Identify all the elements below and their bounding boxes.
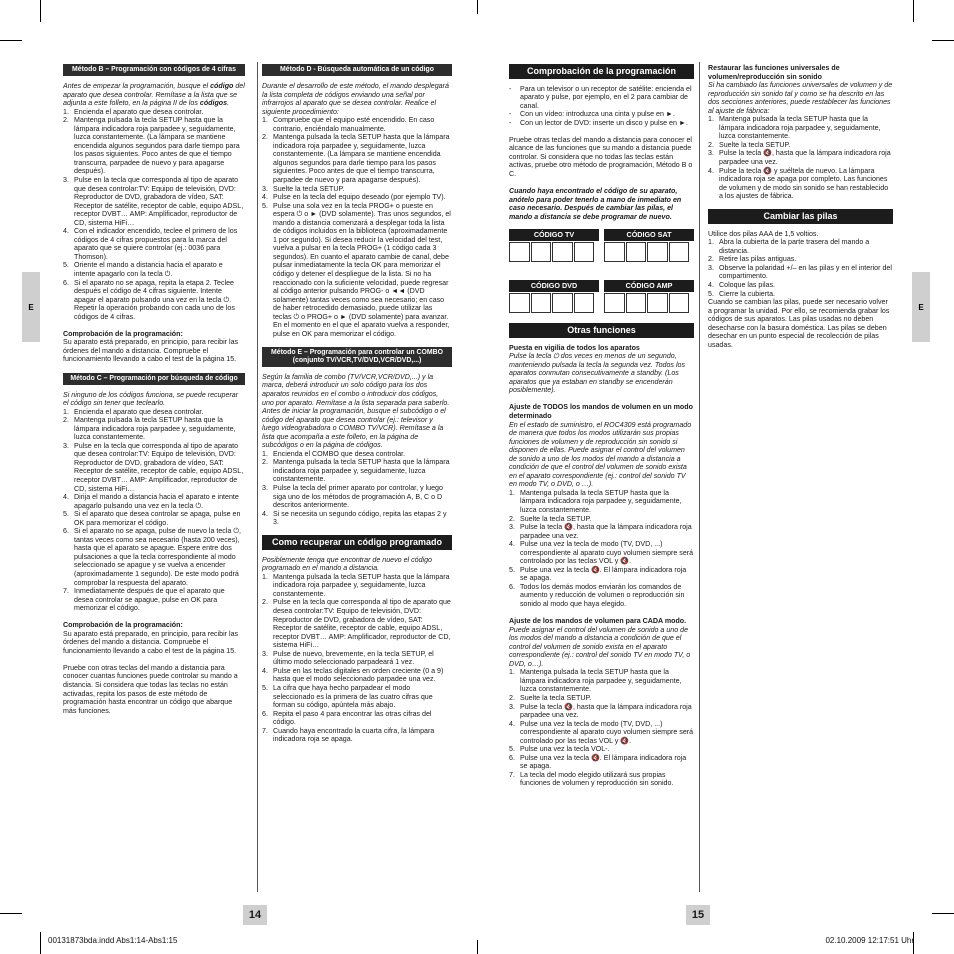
paragraph: Cuando haya encontrado el código de su aparato, anótelo para poder tenerlo a mano de inmediato en caso necesario. Después de cambiar las pilas, el mando a distancia se debe programar de nuevo. <box>509 186 682 221</box>
list-item: 6. Si el aparato no se apaga, pulse de nuevo la tecla ⏻, tantas veces como sea necesario (hasta 200 veces), hasta que el aparato se apague. Espere entre dos pulsaciones a que la tecla correspondiente al modo seleccionado se apague y se vuelva a encender (aproximadamente 1 segundo). De este modo podrá comprobar la respuesta del aparato. <box>63 527 241 587</box>
code-digit[interactable] <box>531 293 552 313</box>
list-item: 2. Mantenga pulsada la tecla SETUP hasta que la lámpara indicadora roja parpadee y, seguidamente, luzca constantemente. <box>262 458 450 484</box>
subheading: Comprobación de la programación: <box>63 621 183 630</box>
steps-list <box>509 489 694 609</box>
list-item: 4. Pulse la tecla 🔇 y suéltela de nuevo. La lámpara indicadora roja se apaga por completo. Las funciones de volumen y de modo sin sonido se han restablecido a los ajustes de fábrica. <box>708 166 889 201</box>
code-boxes <box>509 229 694 317</box>
subheading: Ajuste de los mandos de volumen para CADA modo. <box>509 617 687 626</box>
list-item: 2. Suelte la tecla SETUP. <box>708 140 791 149</box>
list-item: 3. Suelte la tecla SETUP. <box>262 184 345 193</box>
list-item: 5. Pulse una vez la tecla 🔇. El lámpara indicadora roja se apaga. <box>509 565 687 583</box>
list-item: 4. Pulse una vez la tecla de modo (TV, DVD, ...) correspondiente al aparato cuyo volumen siempre será controlado por las teclas VOL y 🔇. <box>509 719 694 745</box>
list-item: 4. Dirija el mando a distancia hacia el aparato e intente apagarlo pulsando una vez en la tecla ⏻. <box>63 493 239 510</box>
list-item: 2. Mantenga pulsada la tecla SETUP hasta que la lámpara indicadora roja parpadee y, seguidamente, luzca constantemente. <box>63 416 236 442</box>
paragraph: Si ha cambiado las funciones universales de volumen y de reproducción sin sonido tal y como se ha descrito en las dos secciones anteriores, puede restablecer las funciones al ajuste de fábrica: <box>708 81 893 115</box>
code-digit[interactable] <box>626 293 647 313</box>
list-item: 4. Con el indicador encendido, teclee el primero de los códigos de 4 cifras propuestos para la marca del aparato que se quiere controlar (ej.: 0036 para Thomson). <box>63 227 238 261</box>
paragraph: En el estado de suministro, el ROC4309 está programado de manera que todos los modos utilizarán sus propias funciones de volumen y de reproducción sin sonido si disponen de ellas. Puede asignar el control del volumen de sonido a uno de los modos del mando a distancia a condición de que el control del volumen de sonido exista en el aparato correspondiente (ej.: control del sonido TV en modo TV, o DVD, o …). <box>509 420 692 489</box>
section-heading: Método C – Programación por búsqueda de código <box>63 373 245 385</box>
subheading: Ajuste de TODOS los mandos de volumen en un modo determinado <box>509 403 693 420</box>
code-digit[interactable] <box>647 293 668 313</box>
list-item: 2. Suelte la tecla SETUP. <box>509 514 592 523</box>
list-item: 3. Pulse la tecla 🔇, hasta que la lámpara indicadora roja parpadee una vez. <box>509 523 692 540</box>
intro-text: Durante el desarrollo de este método, el mando desplegará la lista completa de códigos enviando una señal por infrarrojos al aparato que se desea controlar. Realice el siguiente procedimiento: <box>262 82 449 116</box>
list-item: 6. Pulse una vez la tecla 🔇. El lámpara indicadora roja se apaga. <box>509 753 687 771</box>
intro-text: Posiblemente tenga que encontrar de nuevo el código programado en el mando a distancia. <box>262 555 432 573</box>
list-item: 4. Pulse en las teclas digitales en orden creciente (0 a 9) hasta que el modo seleccionado parpadee una vez. <box>262 666 444 684</box>
list-item: 7. Inmediatamente después de que el aparato que desea controlar se apague, pulse en OK para memorizar el código. <box>63 587 225 613</box>
steps-list <box>708 238 893 298</box>
list-item: 4. Si se necesita un segundo código, repita las etapas 2 y 3. <box>262 509 447 527</box>
paragraph: Pruebe con otras teclas del mando a distancia para conocer cuantas funciones puede controlar su mando a distancia. Si considera que todas las teclas no están activadas, repita los pasos de este método de programación hasta encontrar un código que abarque más funciones. <box>63 663 238 715</box>
list-item: 3. Pulse la tecla del primer aparato por controlar, y luego siga uno de los métodos de programación A, B, C o D descritos anteriormente. <box>262 484 443 510</box>
crop-mark <box>40 0 41 22</box>
code-tv-box: CÓDIGO TV <box>509 229 599 262</box>
paragraph: Su aparato está preparado, en principio, para recibir las órdenes del mando a distancia. Compruebe el funcionamiento llevando a cabo el test de la página 15. <box>63 629 239 655</box>
steps-list <box>262 450 452 527</box>
page-number-right: 15 <box>686 905 710 925</box>
list-item: 1. Mantenga pulsada la tecla SETUP hasta que la lámpara indicadora roja parpadee y, seguidamente, luzca constantemente. <box>509 488 682 514</box>
steps-list <box>63 408 245 613</box>
crop-mark <box>913 0 914 22</box>
section-heading: Como recuperar un código programado <box>262 535 452 550</box>
crop-mark <box>0 913 22 914</box>
list-item: 1. Encienda el aparato que desea controlar. <box>63 107 204 116</box>
code-digit[interactable] <box>604 242 625 262</box>
paragraph: Utilice dos pilas AAA de 1,5 voltios. <box>708 229 819 238</box>
section-heading: Otras funciones <box>509 323 694 338</box>
footer-file-info: 00131873bda.indd Abs1:14-Abs1:15 <box>48 936 178 945</box>
section-heading: Método D - Búsqueda automática de un código <box>262 64 452 76</box>
paragraph: Pruebe otras teclas del mando a distancia para conocer el alcance de las funciones que su mando a distancia puede controlar. Si considera que no todas las teclas están activas, pruebe otro método de programación, Método B o C. <box>509 135 693 178</box>
list-item: 3. Observe la polaridad +/– en las pilas y en el interior del compartimento. <box>708 263 892 281</box>
language-tab-left: E <box>22 272 40 342</box>
steps-list <box>262 116 452 338</box>
code-digit[interactable] <box>552 242 573 262</box>
list-item: 2. Suelte la tecla SETUP. <box>509 693 592 702</box>
list-item: 3. Pulse en la tecla que corresponda al tipo de aparato que desea controlar:TV: Equipo de televisión, DVD: Reproductor de DVD, grabadora de vídeo, SAT: Receptor de satélite, receptor de cable, equipo ADSL, receptor DVBT… AMP: Amplificador, reproductor de CD, sistema HiFi… <box>63 441 244 493</box>
intro-text: Según la familia de combo (TV/VCR,VCR/DVD,...) y la marca, deberá introducir un solo código para los dos aparatos reunidos en el combo o introducir dos códigos, uno por aparato. Remítase a la lista separada para saberlo. Antes de iniciar la programación, busque el subcódigo o el código del aparato que desea controlar (ej.: televisor y luego videograbadora o COMBO TV/VCR). Remítase a la lista que acompaña a este folleto, en la página de subcódigos o en la página de códigos. <box>262 372 450 450</box>
code-digit[interactable] <box>626 242 647 262</box>
list-item: 4. Pulse en la tecla del equipo deseado (por ejemplo TV). <box>262 193 446 202</box>
column-2 <box>262 64 452 744</box>
subheading: Puesta en vigilia de todos los aparatos <box>509 343 640 352</box>
list-item: 2. Pulse en la tecla que corresponda al tipo de aparato que desea controlar:TV: Equipo de televisión, DVD: Reproductor de DVD, grabadora de vídeo, SAT: Receptor de satélite, receptor de cable, equipo ADSL, receptor DVBT… AMP: Amplificador, reproductor de CD, sistema HiFi… <box>262 598 451 650</box>
code-digit[interactable] <box>669 242 690 262</box>
center-mark <box>477 0 478 14</box>
list-item: 5. Pulse una vez la tecla VOL-. <box>509 745 610 754</box>
column-divider <box>257 62 258 892</box>
code-digit[interactable] <box>574 242 595 262</box>
crop-mark <box>40 932 41 954</box>
list-item: 1. Encienda el aparato que desea controlar. <box>63 407 204 416</box>
list-item: 1. Encienda el COMBO que desea controlar. <box>262 449 406 458</box>
intro-text: Si ninguno de los códigos funciona, se puede recuperar el código sin tener que teclearlo. <box>63 390 239 408</box>
list-item: 7. La tecla del modo elegido utilizará sus propias funciones de volumen y reproducción sin sonido. <box>509 770 674 788</box>
list-item: 4. Pulse una vez la tecla de modo (TV, DVD, ...) correspondiente al aparato cuyo volumen siempre será controlado por las teclas VOL y 🔇. <box>509 540 694 566</box>
list-item: 6. Todos los demás modos enviarán los comandos de aumento y reducción de volumen o reproducción sin sonido al modo que haya elegido. <box>509 582 685 609</box>
steps-list <box>63 108 245 322</box>
intro-text: Antes de empezar la programación, busque el código del aparato que desea controlar. Remítase a la lista que se adjunta a este folleto, en la página II de los códigos. <box>63 82 245 108</box>
steps-list <box>262 573 452 744</box>
list-item: 2. Mantenga pulsada la tecla SETUP hasta que la lámpara indicadora roja parpadee y, seguidamente, luzca constantemente. (La lámpara se mantiene encendida algunos segundos para darle tiempo para los pasos siguientes. Poco antes de que el tiempo transcurra, parpadee de nuevo y para apagarse después). <box>262 133 450 185</box>
subheading: Restaurar las funciones universales de volumen/reproducción sin sonido <box>708 64 840 81</box>
list-item: 4. Coloque las pilas. <box>708 281 775 290</box>
paragraph: Puede asignar el control del volumen de sonido a uno de los modos del mando a distancia a condición de que el control del volumen de sonido exista en el aparato correspondiente (ej.: control del sonido TV en modo TV, o DVD, o…). <box>509 625 691 668</box>
code-digit[interactable] <box>604 293 625 313</box>
list-item: 5. La cifra que haya hecho parpadear el modo seleccionado es la primera de las cuatro cifras que forman su código, apúntela más abajo. <box>262 683 433 710</box>
paragraph: Pulse la tecla ⏻ dos veces en menos de un segundo, manteniendo pulsada la tecla la segunda vez. Todos los aparatos conmutan consecutivamente a standby. (Los aparatos que ya estaban en standby se encenderán posiblemente). <box>509 352 686 395</box>
list-item: 3. Pulse en la tecla que corresponda al tipo de aparato que desea controlar:TV: Equipo de televisión, DVD: Reproductor de DVD, grabadora de vídeo, SAT: Receptor de satélite, receptor de cable, equipo ADSL, receptor DVBT… AMP: Amplificador, reproductor de CD, sistema HiFi… <box>63 176 244 227</box>
paragraph: Cuando se cambian las pilas, puede ser necesario volver a programar la unidad. Por ello, se recomienda grabar los códigos de sus aparatos. Las pilas usadas no deben desecharse con la basura doméstica. Las pilas se deben desechar en un punto especial de recolección de pilas usadas. <box>708 298 890 349</box>
page-number-left: 14 <box>243 905 267 925</box>
crop-mark <box>0 40 22 41</box>
list-item: 5. Oriente el mando a distancia hacia el aparato e intente apagarlo con la tecla ⏻. <box>63 261 223 279</box>
subheading: Comprobación de la programación: <box>63 329 183 338</box>
crop-mark <box>932 40 954 41</box>
column-4 <box>708 64 893 349</box>
section-heading: Comprobación de la programación <box>509 64 694 79</box>
footer-timestamp: 02.10.2009 12:17:51 Uhr <box>825 936 914 945</box>
list-item: 1. Abra la cubierta de la parte trasera del mando a distancia. <box>708 238 870 255</box>
list-item: 3. Pulse de nuevo, brevemente, en la tecla SETUP, el último modo seleccionado parpadeará 1 vez. <box>262 649 434 667</box>
list-item: - Con un vídeo: introduzca una cinta y pulse en ►. <box>509 110 675 119</box>
list-item: 2. Mantenga pulsada la tecla SETUP hasta que la lámpara indicadora roja parpadee y, seguidamente, luzca constantemente. (La lámpara se mantiene encendida algunos segundos para darle tiempo para los pasos siguientes. Poco antes de que el tiempo transcurra, parpadee de nuevo y para apagarse después). <box>63 116 240 176</box>
language-tab-right: E <box>912 272 930 342</box>
list-item: 2. Retire las pilas antiguas. <box>708 255 797 264</box>
list-item: 6. Repita el paso 4 para encontrar las otras cifras del código. <box>262 709 432 727</box>
list-item: 3. Pulse la tecla 🔇, hasta que la lámpara indicadora roja parpadee una vez. <box>708 149 891 167</box>
crop-mark <box>932 913 954 914</box>
list-item: 5. Cierre la cubierta. <box>708 289 775 298</box>
code-digit[interactable] <box>509 242 530 262</box>
center-mark <box>477 940 478 954</box>
section-heading: Método E – Programación para controlar un COMBO (conjunto TV/VCR,TV/DVD,VCR/DVD,...) <box>262 347 452 367</box>
list-item: 6. Si el aparato no se apaga, repita la etapa 2. Teclee después el código de 4 cifras siguiente. Intente apagar el aparato pulsando una vez en la tecla ⏻. Repetir la operación probando con cada uno de los códigos de 4 cifras. <box>63 278 235 321</box>
paragraph: Su aparato está preparado, en principio, para recibir las órdenes del mando a distancia. Compruebe el funcionamiento llevando a cabo el test de la página 15. <box>63 338 239 364</box>
code-digit[interactable] <box>647 242 668 262</box>
code-digit[interactable] <box>509 293 530 313</box>
list-item: 1. Mantenga pulsada la tecla SETUP hasta que la lámpara indicadora roja parpadee y, seguidamente, luzca constantemente. <box>708 115 881 141</box>
code-digit[interactable] <box>574 293 595 313</box>
section-heading: Método B – Programación con códigos de 4 cifras <box>63 64 245 76</box>
bullet-list <box>509 85 694 128</box>
column-1 <box>63 64 245 715</box>
steps-list <box>509 668 694 788</box>
code-digit[interactable] <box>669 293 690 313</box>
section-heading: Cambiar las pilas <box>708 209 893 224</box>
column-divider <box>699 62 700 892</box>
list-item: 1. Compruebe que el equipo esté encendido. En caso contrario, enciéndalo manualmente. <box>262 116 435 133</box>
code-sat-box: CÓDIGO SAT <box>604 229 694 262</box>
code-amp-box: CÓDIGO AMP <box>604 280 694 313</box>
code-digit[interactable] <box>531 242 552 262</box>
list-item: 7. Cuando haya encontrado la cuarta cifra, la lámpara indicadora roja se apaga. <box>262 726 435 744</box>
steps-list <box>708 115 893 200</box>
list-item: 3. Pulse la tecla 🔇, hasta que la lámpara indicadora roja parpadee una vez. <box>509 702 692 720</box>
code-dvd-box: CÓDIGO DVD <box>509 280 599 313</box>
list-item: - Para un televisor o un receptor de satélite: encienda el aparato y pulse, por ejemplo, en el 2 para cambiar de canal. <box>509 84 692 110</box>
column-3 <box>509 64 694 788</box>
list-item: 1. Mantenga pulsada la tecla SETUP hasta que la lámpara indicadora roja parpadee y, seguidamente, luzca constantemente. <box>262 572 450 598</box>
list-item: 5. Si el aparato que desea controlar se apaga, pulse en OK para memorizar el código. <box>63 510 241 527</box>
list-item: - Con un lector de DVD: inserte un disco y pulse en ►. <box>509 118 688 127</box>
code-digit[interactable] <box>552 293 573 313</box>
list-item: 5. Pulse una sola vez en la tecla PROG+ o pueste en espera ⏻ o ► (DVD solamente). Tras unos segundos, el mando a distancia comenzará a desplegar toda la lista de códigos incluidos en la biblioteca (aproximadamente 1 por segundo). Si desea reducir la velocidad del test, vuelva a pulsar en la tecla PROG+ (1 código cada 3 segundos). En cuanto el aparato cambie de canal, debe pulsar inmediatamente la tecla OK para memorizar el código y detener el despliegue de la lista. Si no ha reaccionado con la suficiente velocidad, puede regresar al código anterior pulsando PROG- o ◄◄ (DVD solamente) tantas veces como sea necesario; en caso de haber retrocedido demasiado, puede utilizar las teclas ⏻ o PROG+ o ► (DVD solamente) para avanzar. En el momento en el que el aparato vuelva a responder, pulse en OK para memorizar el código. <box>262 201 451 338</box>
list-item: 1. Mantenga pulsada la tecla SETUP hasta que la lámpara indicadora roja parpadee y, seguidamente, luzca constantemente. <box>509 668 682 694</box>
